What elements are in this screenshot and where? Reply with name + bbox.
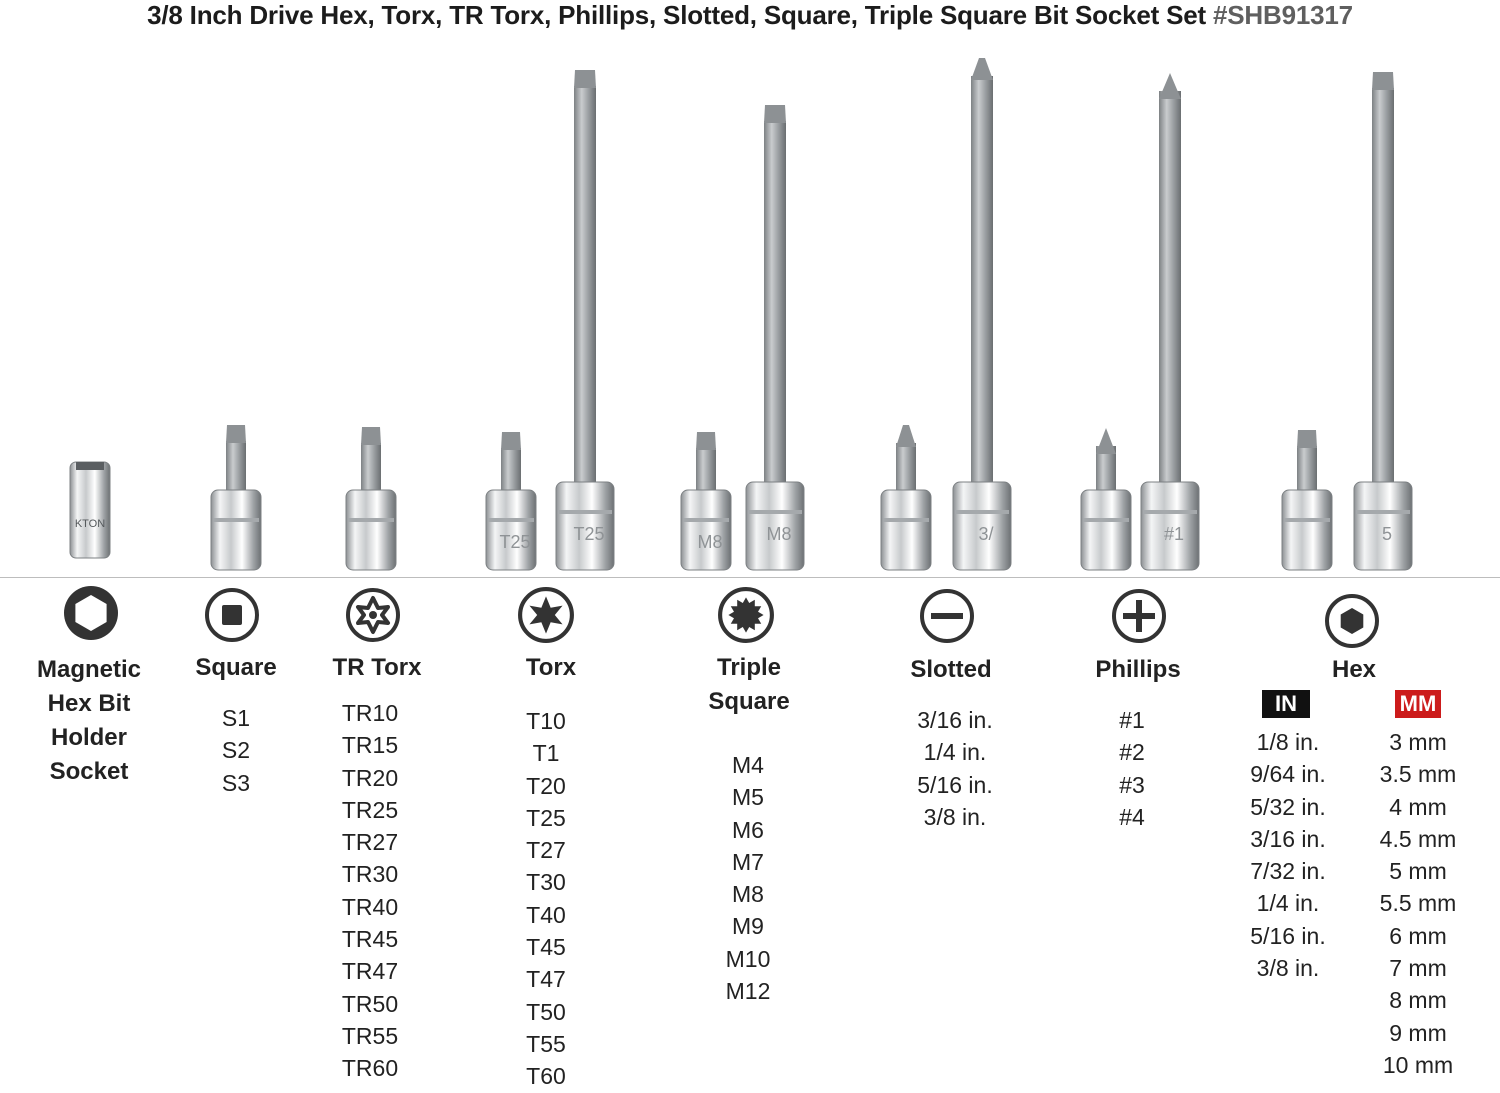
size-item: M7 <box>732 848 764 875</box>
size-item: T1 <box>532 740 560 767</box>
socket-engraving: 3/ <box>978 524 994 544</box>
size-item: T45 <box>526 934 566 961</box>
size-item: S3 <box>221 769 251 796</box>
size-item: S1 <box>221 705 251 731</box>
size-item: TR25 <box>341 796 399 823</box>
size-item: 5.5 mm <box>1379 890 1457 917</box>
mm-badge: MM <box>1395 690 1441 718</box>
size-item: 8 mm <box>1389 987 1447 1014</box>
phillips-short-bit-socket <box>1081 428 1131 570</box>
size-item: T60 <box>526 1063 566 1090</box>
heading-square: Square <box>195 654 277 681</box>
size-item: TR10 <box>341 700 399 726</box>
size-item: TR60 <box>341 1055 399 1082</box>
size-item: M5 <box>732 784 764 811</box>
size-item: TR30 <box>341 861 399 888</box>
torx-size-list <box>496 705 596 1093</box>
socket-engraving: KTON <box>74 518 106 530</box>
size-item: T30 <box>526 869 566 896</box>
size-item: 3/16 in. <box>917 707 993 733</box>
size-item: M9 <box>732 913 764 940</box>
socket-engraving: T25 <box>499 532 531 552</box>
hex-bit-icon <box>1324 593 1380 649</box>
inch-badge: IN <box>1262 690 1310 718</box>
size-item: 3.5 mm <box>1379 761 1457 788</box>
size-item: 10 mm <box>1382 1051 1454 1078</box>
square-short-bit-socket <box>211 425 261 570</box>
part-number: #SHB91317 <box>1213 0 1353 30</box>
slotted-short-bit-socket <box>881 425 931 570</box>
title-text: 3/8 Inch Drive Hex, Torx, TR Torx, Phillips, Slotted, Square, Triple Square Bit Socket Set <box>147 0 1206 30</box>
size-item: 3 mm <box>1389 729 1447 755</box>
size-item: TR47 <box>341 958 399 985</box>
size-item: T25 <box>526 804 566 831</box>
hex-mm-size-list <box>1358 726 1478 1081</box>
square-size-list <box>186 702 286 799</box>
heading-torx: Torx <box>525 654 577 681</box>
size-item: T10 <box>526 708 566 734</box>
size-item: TR50 <box>341 990 399 1017</box>
tr-torx-size-list <box>320 697 420 1085</box>
size-item: TR15 <box>341 732 399 759</box>
triple-square-short-bit-socket <box>681 432 731 570</box>
size-item: 9 mm <box>1389 1019 1447 1046</box>
hex-long-bit-socket <box>1354 72 1412 570</box>
size-item: 3/8 in. <box>1256 955 1320 982</box>
size-item: T55 <box>526 1030 566 1057</box>
slotted-icon <box>919 588 975 644</box>
triple-square-icon <box>717 586 775 644</box>
size-item: TR27 <box>341 829 399 856</box>
size-item: 5/16 in. <box>1250 922 1326 949</box>
socket-engraving: T25 <box>573 524 605 544</box>
size-item: M4 <box>732 752 764 778</box>
torx-short-bit-socket <box>486 432 536 570</box>
hex-socket-icon <box>63 585 119 641</box>
size-item: T50 <box>526 998 566 1025</box>
size-item: 9/64 in. <box>1250 761 1326 788</box>
triple-square-long-bit-socket <box>746 105 804 570</box>
size-item: 7 mm <box>1389 955 1447 982</box>
size-item: #2 <box>1119 739 1145 766</box>
size-item: 7/32 in. <box>1250 858 1326 885</box>
size-item: 4 mm <box>1389 793 1447 820</box>
size-item: T40 <box>526 901 566 928</box>
size-item: TR45 <box>341 926 399 953</box>
heading-tr-torx: TR Torx <box>332 654 422 681</box>
slotted-long-bit-socket <box>953 58 1011 570</box>
torx-long-bit-socket <box>556 70 614 570</box>
heading-triple-square: Triple Square <box>708 654 790 715</box>
torx-star-icon <box>517 586 575 644</box>
socket-engraving: #1 <box>1163 524 1185 544</box>
heading-slotted: Slotted <box>910 656 992 683</box>
size-item: 1/8 in. <box>1256 729 1320 755</box>
size-item: 5/32 in. <box>1250 793 1326 820</box>
tr-torx-icon <box>345 587 401 643</box>
size-item: M6 <box>732 816 764 843</box>
size-item: T27 <box>526 837 566 864</box>
size-item: 5 mm <box>1389 858 1447 885</box>
socket-engraving: M8 <box>697 532 723 552</box>
heading-hex: Hex <box>1331 656 1377 683</box>
size-item: M12 <box>725 978 771 1005</box>
hex-short-bit-socket <box>1282 430 1332 570</box>
size-item: T20 <box>526 772 566 799</box>
square-drive-icon <box>204 587 260 643</box>
size-item: 4.5 mm <box>1379 825 1457 852</box>
size-item: 1/4 in. <box>1256 890 1320 917</box>
slotted-size-list <box>890 704 1020 833</box>
size-item: 6 mm <box>1389 922 1447 949</box>
size-item: 3/16 in. <box>1250 825 1326 852</box>
size-item: 1/4 in. <box>923 739 987 766</box>
heading-phillips: Phillips <box>1095 656 1181 683</box>
size-item: 3/8 in. <box>923 803 987 830</box>
size-item: T47 <box>526 966 566 993</box>
size-item: M10 <box>725 945 771 972</box>
size-item: #4 <box>1119 803 1145 830</box>
phillips-long-bit-socket <box>1141 73 1199 570</box>
tr-torx-short-bit-socket <box>346 427 396 570</box>
size-item: TR20 <box>341 764 399 791</box>
heading-magnetic: Magnetic Hex Bit Holder Socket <box>36 656 141 785</box>
size-item: #1 <box>1119 707 1145 733</box>
size-item: #3 <box>1119 771 1145 798</box>
size-item: TR40 <box>341 893 399 920</box>
triple-square-size-list <box>698 749 798 1007</box>
size-item: 5/16 in. <box>917 771 993 798</box>
magnetic-hex-holder-socket <box>70 462 110 558</box>
phillips-icon <box>1111 588 1167 644</box>
phillips-size-list <box>1092 704 1172 833</box>
socket-engraving: 5 <box>1381 524 1393 544</box>
size-item: S2 <box>221 737 251 764</box>
size-item: M8 <box>732 881 764 908</box>
size-item: TR55 <box>341 1022 399 1049</box>
hex-inch-size-list <box>1228 726 1348 984</box>
socket-engraving: M8 <box>766 524 792 544</box>
divider-line <box>0 577 1500 578</box>
